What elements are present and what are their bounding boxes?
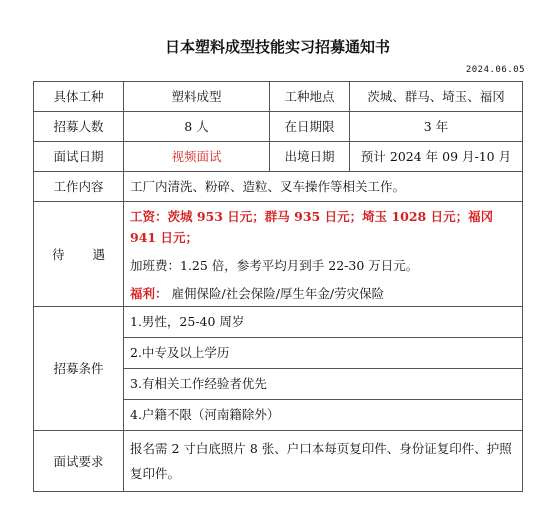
headcount-label: 招募人数 [34, 112, 124, 142]
requirement-item: 2.中专及以上学历 [124, 338, 522, 369]
requirements-label: 招募条件 [34, 307, 124, 431]
document-title: 日本塑料成型技能实习招募通知书 [164, 38, 390, 56]
departure-label: 出境日期 [270, 142, 350, 172]
document-date: 2024.06.05 [465, 65, 525, 75]
table-row [34, 202, 523, 307]
table-row [34, 172, 523, 202]
location-label: 工种地点 [270, 82, 350, 112]
term-value: 3 年 [350, 112, 523, 142]
interview-content [124, 431, 523, 492]
requirements-content [124, 307, 523, 431]
table-row [34, 431, 523, 492]
treatment-label [34, 202, 124, 307]
interview-date-label: 面试日期 [34, 142, 124, 172]
welfare-label: 福利： [130, 286, 168, 301]
location-value: 茨城、群马、埼玉、福冈 [350, 82, 523, 112]
term-label: 在日期限 [270, 112, 350, 142]
treatment-label-text: 待 遇 [52, 246, 117, 262]
welfare-line [130, 283, 516, 304]
overtime-text: 加班费：1.25 倍，参考平均月到手 22-30 万日元。 [130, 258, 419, 273]
table-row [34, 142, 523, 172]
table-row [34, 307, 523, 431]
interview-text: 报名需 2 寸白底照片 8 张、户口本每页复印件、身份证复印件、护照复印件。 [130, 441, 512, 481]
requirement-item: 3.有相关工作经验者优先 [124, 369, 522, 400]
table-row [34, 82, 523, 112]
treatment-content [124, 202, 523, 307]
requirement-item: 1.男性，25-40 周岁 [124, 307, 522, 338]
welfare-text: 雇佣保险/社会保险/厚生年金/劳灾保险 [167, 286, 385, 301]
work-label: 工作内容 [34, 172, 124, 202]
recruitment-table [33, 81, 523, 492]
departure-value: 预计 2024 年 09 月-10 月 [350, 142, 523, 172]
interview-date-value: 视频面试 [124, 142, 270, 172]
interview-label: 面试要求 [34, 431, 124, 492]
job-type-value: 塑料成型 [124, 82, 270, 112]
salary-text: 工资：茨城 953 日元；群马 935 日元；埼玉 1028 日元；福冈 941 日元； [130, 209, 494, 245]
requirement-item: 4.户籍不限（河南籍除外） [130, 407, 280, 422]
table-row [34, 112, 523, 142]
job-type-label: 具体工种 [34, 82, 124, 112]
headcount-value: 8 人 [124, 112, 270, 142]
work-value: 工厂内清洗、粉碎、造粒、叉车操作等相关工作。 [124, 172, 523, 202]
